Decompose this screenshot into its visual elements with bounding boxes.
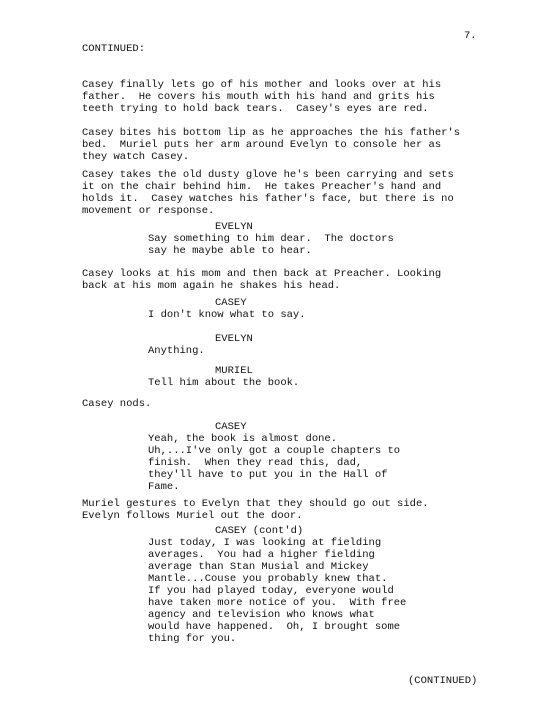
dialogue-line: averages. You had a higher fielding <box>148 549 375 561</box>
action-line: Evelyn follows Muriel out the door. <box>82 510 303 522</box>
dialogue-line: Uh,...I've only got a couple chapters to <box>148 445 401 457</box>
dialogue-line: have taken more notice of you. With free <box>148 597 407 609</box>
action-line: Muriel gestures to Evelyn that they should go out side. <box>82 498 429 510</box>
dialogue-line: agency and television who knows what <box>148 609 375 621</box>
dialogue-line: Mantle...Couse you probably knew that. <box>148 573 388 585</box>
character-line: CASEY <box>215 421 247 433</box>
dialogue-line: finish. When they read this, dad, <box>148 457 363 469</box>
dialogue-line: Say something to him dear. The doctors <box>148 233 394 245</box>
continued-footer: (CONTINUED) <box>408 675 478 687</box>
dialogue-line: average than Stan Musial and Mickey <box>148 561 369 573</box>
action-line: it on the chair behind him. He takes Preacher's hand and <box>82 181 442 193</box>
action-line: father. He covers his mouth with his hand and grits his <box>82 91 435 103</box>
character-line: CASEY (cont'd) <box>215 525 304 537</box>
action-line: bed. Muriel puts her arm around Evelyn to console her as <box>82 139 442 151</box>
dialogue-line: Just today, I was looking at fielding <box>148 537 382 549</box>
continued-header: CONTINUED: <box>82 43 146 55</box>
action-line: teeth trying to hold back tears. Casey's eyes are red. <box>82 103 429 115</box>
character-line: EVELYN <box>215 221 253 233</box>
page-number: 7. <box>464 30 477 42</box>
character-line: MURIEL <box>215 365 253 377</box>
dialogue-line: Yeah, the book is almost done. <box>148 433 338 445</box>
action-line: Casey bites his bottom lip as he approaches the his father's <box>82 127 461 139</box>
dialogue-line: I don't know what to say. <box>148 309 306 321</box>
action-line: Casey finally lets go of his mother and looks over at his <box>82 79 442 91</box>
dialogue-line: say he maybe able to hear. <box>148 245 312 257</box>
action-line: Casey nods. <box>82 398 152 410</box>
character-line: EVELYN <box>215 333 253 345</box>
dialogue-line: If you had played today, everyone would <box>148 585 394 597</box>
dialogue-line: Fame. <box>148 481 180 493</box>
action-line: Casey takes the old dusty glove he's been carrying and sets <box>82 169 454 181</box>
action-line: holds it. Casey watches his father's face, but there is no <box>82 193 454 205</box>
dialogue-line: Tell him about the book. <box>148 377 300 389</box>
action-line: they watch Casey. <box>82 151 190 163</box>
dialogue-line: Anything. <box>148 345 205 357</box>
character-line: CASEY <box>215 297 247 309</box>
dialogue-line: they'll have to put you in the Hall of <box>148 469 388 481</box>
dialogue-line: would have happened. Oh, I brought some <box>148 621 401 633</box>
action-line: movement or response. <box>82 205 215 217</box>
action-line: back at his mom again he shakes his head. <box>82 280 341 292</box>
action-line: Casey looks at his mom and then back at Preacher. Looking <box>82 268 442 280</box>
dialogue-line: thing for you. <box>148 633 237 645</box>
